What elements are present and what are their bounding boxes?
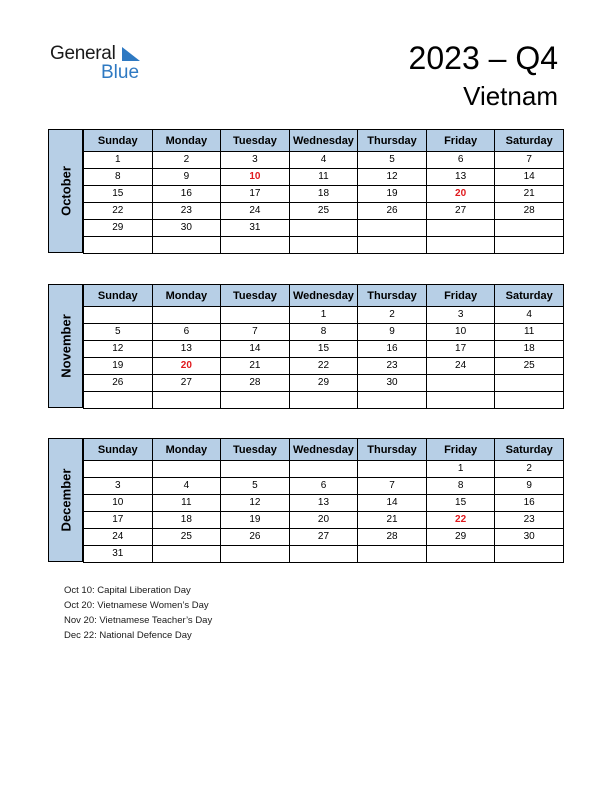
day-cell: 9 [358,324,427,341]
day-cell: 16 [358,341,427,358]
empty-cell [152,307,221,324]
month-label-box [48,284,83,408]
empty-cell [426,375,495,392]
day-cell: 24 [221,203,290,220]
empty-cell [358,546,427,563]
weekday-header: Saturday [495,130,564,152]
holiday-note: Nov 20: Vietnamese Teacher’s Day [64,615,213,626]
day-cell: 20 [152,358,221,375]
day-cell: 28 [495,203,564,220]
day-cell: 2 [152,152,221,169]
week-row [84,341,564,358]
weekday-header: Wednesday [289,439,358,461]
empty-cell [495,220,564,237]
empty-cell [289,220,358,237]
week-row [84,152,564,169]
day-cell: 13 [426,169,495,186]
week-row [84,186,564,203]
brand-triangle-icon [122,47,140,61]
month-name: November [58,314,73,378]
day-cell: 27 [152,375,221,392]
day-cell: 14 [358,495,427,512]
day-cell: 6 [152,324,221,341]
day-cell: 23 [358,358,427,375]
empty-cell [221,461,290,478]
weekday-header: Monday [152,285,221,307]
day-cell: 26 [84,375,153,392]
weekday-header: Tuesday [221,439,290,461]
weekday-header: Friday [426,439,495,461]
day-cell: 20 [289,512,358,529]
day-cell: 18 [152,512,221,529]
holiday-note: Dec 22: National Defence Day [64,630,192,641]
day-cell: 5 [84,324,153,341]
day-cell: 28 [358,529,427,546]
day-cell: 25 [152,529,221,546]
brand-name-blue: Blue [101,62,140,83]
day-cell: 30 [152,220,221,237]
brand-logo [50,44,139,82]
empty-cell [221,546,290,563]
week-row [84,203,564,220]
week-row [84,495,564,512]
week-row [84,546,564,563]
month-grid [83,129,564,254]
weekday-header: Sunday [84,285,153,307]
day-cell: 16 [152,186,221,203]
day-cell: 21 [221,358,290,375]
day-cell: 29 [84,220,153,237]
month-label-box [48,438,83,562]
empty-cell [426,237,495,254]
day-cell: 29 [426,529,495,546]
day-cell: 12 [221,495,290,512]
day-cell: 1 [84,152,153,169]
empty-cell [495,237,564,254]
day-cell: 3 [221,152,290,169]
brand-name-general: General [50,43,116,64]
day-cell: 24 [84,529,153,546]
day-cell: 18 [289,186,358,203]
weekday-header: Thursday [358,285,427,307]
day-cell: 7 [495,152,564,169]
week-row [84,358,564,375]
weekday-header: Friday [426,285,495,307]
day-cell: 29 [289,375,358,392]
day-cell: 6 [426,152,495,169]
day-cell: 7 [221,324,290,341]
day-cell: 30 [495,529,564,546]
week-row [84,324,564,341]
day-cell: 4 [152,478,221,495]
day-cell: 18 [495,341,564,358]
day-cell: 2 [495,461,564,478]
weekday-header-row [84,285,564,307]
month-label-box [48,129,83,253]
week-row [84,392,564,409]
day-cell: 11 [152,495,221,512]
day-cell: 19 [221,512,290,529]
day-cell: 2 [358,307,427,324]
day-cell: 17 [221,186,290,203]
day-cell: 16 [495,495,564,512]
day-cell: 17 [426,341,495,358]
weekday-header: Tuesday [221,285,290,307]
day-cell: 23 [495,512,564,529]
day-cell: 30 [358,375,427,392]
month-calendar-november [48,284,564,408]
month-calendar-october [48,129,564,253]
day-cell: 9 [152,169,221,186]
day-cell: 10 [221,169,290,186]
empty-cell [221,307,290,324]
day-cell: 8 [84,169,153,186]
holiday-note: Oct 20: Vietnamese Women’s Day [64,600,209,611]
empty-cell [152,237,221,254]
empty-cell [84,307,153,324]
day-cell: 7 [358,478,427,495]
day-cell: 21 [358,512,427,529]
week-row [84,220,564,237]
empty-cell [221,237,290,254]
day-cell: 25 [495,358,564,375]
weekday-header: Tuesday [221,130,290,152]
empty-cell [152,392,221,409]
day-cell: 5 [221,478,290,495]
day-cell: 24 [426,358,495,375]
day-cell: 26 [358,203,427,220]
day-cell: 8 [426,478,495,495]
day-cell: 11 [289,169,358,186]
empty-cell [495,546,564,563]
day-cell: 27 [289,529,358,546]
empty-cell [289,461,358,478]
weekday-header: Friday [426,130,495,152]
country-name: Vietnam [463,81,558,111]
empty-cell [426,392,495,409]
weekday-header: Saturday [495,439,564,461]
month-calendar-december [48,438,564,562]
day-cell: 25 [289,203,358,220]
empty-cell [84,237,153,254]
empty-cell [358,237,427,254]
day-cell: 14 [221,341,290,358]
day-cell: 21 [495,186,564,203]
day-cell: 10 [84,495,153,512]
week-row [84,375,564,392]
day-cell: 28 [221,375,290,392]
day-cell: 9 [495,478,564,495]
day-cell: 6 [289,478,358,495]
weekday-header: Sunday [84,130,153,152]
day-cell: 10 [426,324,495,341]
day-cell: 8 [289,324,358,341]
day-cell: 15 [426,495,495,512]
empty-cell [84,392,153,409]
empty-cell [426,220,495,237]
day-cell: 31 [221,220,290,237]
week-row [84,307,564,324]
day-cell: 3 [84,478,153,495]
month-grid [83,284,564,409]
empty-cell [358,461,427,478]
holiday-notes [64,583,212,643]
day-cell: 19 [84,358,153,375]
empty-cell [426,546,495,563]
page-title: 2023 – Q4 [408,40,558,76]
day-cell: 13 [289,495,358,512]
day-cell: 17 [84,512,153,529]
day-cell: 13 [152,341,221,358]
day-cell: 12 [358,169,427,186]
day-cell: 11 [495,324,564,341]
empty-cell [289,546,358,563]
month-name: October [58,166,73,216]
holiday-note: Oct 10: Capital Liberation Day [64,585,191,596]
day-cell: 15 [289,341,358,358]
empty-cell [358,392,427,409]
week-row [84,461,564,478]
day-cell: 26 [221,529,290,546]
empty-cell [84,461,153,478]
weekday-header: Sunday [84,439,153,461]
weekday-header: Monday [152,130,221,152]
weekday-header: Saturday [495,285,564,307]
day-cell: 20 [426,186,495,203]
day-cell: 4 [289,152,358,169]
month-name: December [58,468,73,532]
empty-cell [221,392,290,409]
weekday-header-row [84,439,564,461]
week-row [84,478,564,495]
weekday-header: Wednesday [289,285,358,307]
empty-cell [358,220,427,237]
month-grid [83,438,564,563]
day-cell: 15 [84,186,153,203]
empty-cell [289,392,358,409]
empty-cell [495,375,564,392]
day-cell: 12 [84,341,153,358]
day-cell: 23 [152,203,221,220]
weekday-header: Thursday [358,439,427,461]
week-row [84,529,564,546]
week-row [84,169,564,186]
day-cell: 14 [495,169,564,186]
weekday-header: Monday [152,439,221,461]
day-cell: 5 [358,152,427,169]
day-cell: 1 [289,307,358,324]
day-cell: 31 [84,546,153,563]
day-cell: 4 [495,307,564,324]
day-cell: 1 [426,461,495,478]
day-cell: 22 [426,512,495,529]
empty-cell [289,237,358,254]
day-cell: 3 [426,307,495,324]
week-row [84,237,564,254]
day-cell: 27 [426,203,495,220]
weekday-header-row [84,130,564,152]
day-cell: 22 [84,203,153,220]
empty-cell [152,546,221,563]
weekday-header: Wednesday [289,130,358,152]
empty-cell [495,392,564,409]
day-cell: 19 [358,186,427,203]
weekday-header: Thursday [358,130,427,152]
week-row [84,512,564,529]
empty-cell [152,461,221,478]
day-cell: 22 [289,358,358,375]
